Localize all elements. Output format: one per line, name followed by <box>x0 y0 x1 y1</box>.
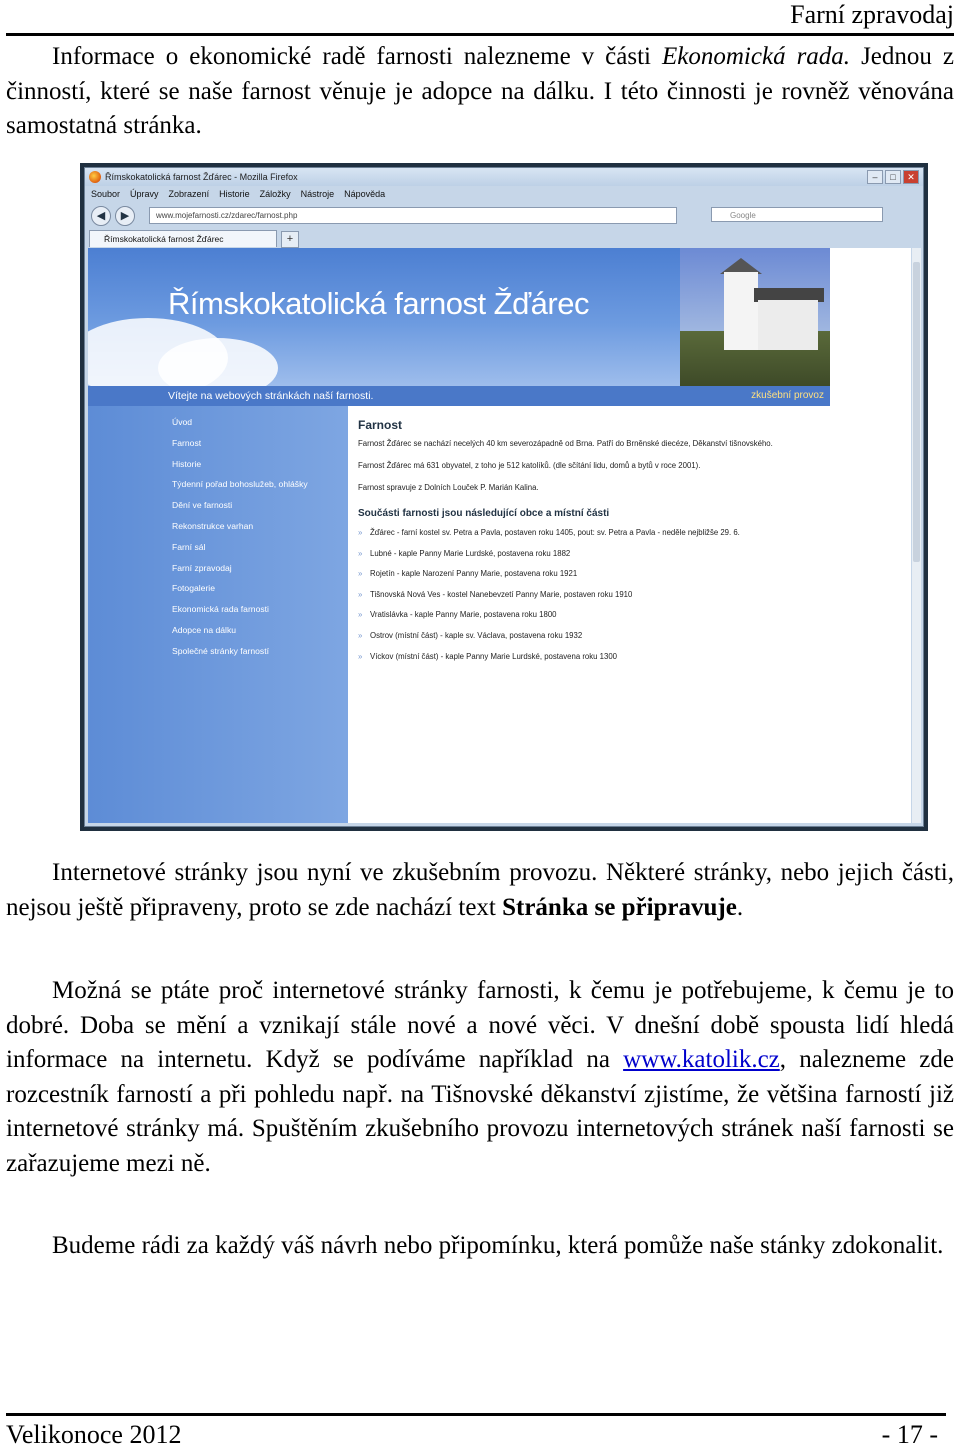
village-item[interactable]: » Víckov (místní část) - kaple Panny Marie Lurdské, postavena roku 1300 <box>358 647 824 668</box>
intro-paragraph <box>6 40 954 144</box>
menu-bar <box>85 186 923 202</box>
intro-text: Informace o ekonomické radě farnosti nalezneme v části <box>52 43 663 70</box>
menu-upravy[interactable]: Úpravy <box>130 189 159 199</box>
nav-ekonomicka-rada[interactable]: Ekonomická rada farnosti <box>172 604 269 615</box>
nav-farni-sal[interactable]: Farní sál <box>172 541 206 552</box>
firefox-icon <box>89 171 101 183</box>
katolik-link[interactable]: www.katolik.cz <box>623 1046 780 1073</box>
window-titlebar <box>85 168 923 186</box>
scroll-thumb[interactable] <box>913 262 920 562</box>
header-rule <box>6 33 954 36</box>
forward-icon[interactable]: ▶ <box>115 206 135 226</box>
nav-deni[interactable]: Dění ve farnosti <box>172 500 233 511</box>
intro-rest: Jednou z činností, které se naše farnost věnuje je adopce na dálku. I této činnosti je rovněž věnována samostatná stránka. <box>6 43 954 139</box>
footer-rule <box>6 1413 946 1416</box>
page-scrollbar[interactable] <box>912 248 921 823</box>
why-paragraph <box>6 974 954 1181</box>
nav-fotogalerie[interactable]: Fotogalerie <box>172 583 215 594</box>
why-text-end: , nalezneme zde rozcestník farností a při pohledu např. na Tišnovské děkanství zjistíme, že většina farností již internetové stránky má. Spuštěním zkušebního provozu internetových stránek naší farnosti se zařazujeme mezi ně. <box>6 1046 954 1177</box>
back-icon[interactable]: ◀ <box>91 206 111 226</box>
trial-paragraph: Internetové stránky jsou nyní ve zkušebním provozu. Některé stránky, nebo jejich části, nejsou ještě připraveny, proto se zde nachází text Stránka se připravuje. <box>6 859 954 921</box>
welcome-bar <box>88 386 830 406</box>
welcome-text: Vítejte na webových stránkách naší farnosti. <box>168 390 374 402</box>
menu-historie[interactable]: Historie <box>219 189 250 199</box>
closing-paragraph <box>6 1229 954 1264</box>
nav-farnost[interactable]: Farnost <box>172 437 202 448</box>
web-page <box>88 248 911 823</box>
window-title: Římskokatolická farnost Žďárec - Mozilla Firefox <box>105 172 298 182</box>
menu-napoveda[interactable]: Nápověda <box>344 189 386 199</box>
new-tab-icon[interactable]: + <box>281 231 299 248</box>
url-bar[interactable]: www.mojefarnosti.cz/zdarec/farnost.php <box>149 207 677 224</box>
nav-uvod[interactable]: Úvod <box>172 417 193 427</box>
church-photo <box>680 248 830 386</box>
nav-bohosluzby[interactable]: Týdenní pořad bohoslužeb, ohlášky <box>172 479 308 490</box>
trial-text: Internetové stránky jsou nyní ve zkušebním provozu. Některé stránky, nebo jejich části, nejsou ještě připraveny, proto se zde nachází text <box>6 859 954 921</box>
village-item[interactable]: » Rojetín - kaple Narození Panny Marie, postavena roku 1921 <box>358 564 824 585</box>
content-paragraph: Farnost spravuje z Dolních Louček P. Marián Kalina. <box>358 483 539 492</box>
close-icon[interactable]: ✕ <box>903 170 919 184</box>
village-item[interactable]: » Lubné - kaple Panny Marie Lurdské, postavena roku 1882 <box>358 544 824 565</box>
village-item[interactable]: » Tišnovská Nová Ves - kostel Nanebevzetí Panny Marie, postaven roku 1910 <box>358 585 824 606</box>
menu-nastroje[interactable]: Nástroje <box>300 189 335 199</box>
search-input[interactable]: Google <box>711 207 883 222</box>
content-paragraph: Farnost Žďárec se nachází necelých 40 km severozápadně od Brna. Patří do Brněnské diecéze, Děkanství tišnovského. <box>358 439 773 448</box>
nav-zpravodaj[interactable]: Farní zpravodaj <box>172 562 232 573</box>
header-title: Farní zpravodaj <box>790 0 954 29</box>
content-subheading: Součásti farnosti jsou následující obce a místní části <box>358 508 610 519</box>
page-number: - 17 - <box>881 1420 938 1449</box>
nav-spolecne[interactable]: Společné stránky farností <box>172 645 269 656</box>
browser-screenshot <box>80 163 928 831</box>
trial-bold: Stránka se připravuje <box>502 893 737 921</box>
minimize-icon[interactable]: – <box>867 170 883 184</box>
content-paragraph: Farnost Žďárec má 631 obyvatel, z toho je 512 katolíků. (dle sčítání lidu, domů a bytů v roce 2001). <box>358 461 701 470</box>
intro-italic: Ekonomická rada. <box>662 43 851 70</box>
village-item[interactable]: » Žďárec - farní kostel sv. Petra a Pavla, postaven roku 1405, pout: sv. Petra a Pavla - neděle nejbližše 29. 6. <box>358 523 824 544</box>
browser-window <box>84 167 924 827</box>
content-heading: Farnost <box>358 418 403 432</box>
menu-soubor[interactable]: Soubor <box>91 189 121 199</box>
site-sidebar <box>88 406 348 823</box>
site-title: Římskokatolická farnost Žďárec <box>168 286 589 321</box>
maximize-icon[interactable]: □ <box>885 170 901 184</box>
village-item[interactable]: » Vratislávka - kaple Panny Marie, postavena roku 1800 <box>358 605 824 626</box>
menu-zalozky[interactable]: Záložky <box>259 189 291 199</box>
tab-bar <box>85 228 923 248</box>
cloud-decoration <box>158 338 278 386</box>
navigation-bar <box>85 202 923 228</box>
nav-adopce[interactable]: Adopce na dálku <box>172 624 237 635</box>
why-text: Možná se ptáte proč internetové stránky farnosti, k čemu je potřebujeme, k čemu je to dobré. Doba se mění a vznikají stále nové a nové věci. V dnešní době spousta lidí hledá informace na internetu. Když se podíváme například na <box>6 977 954 1073</box>
nav-historie[interactable]: Historie <box>172 458 202 469</box>
trial-label: zkušební provoz <box>751 390 824 401</box>
nav-rekonstrukce[interactable]: Rekonstrukce varhan <box>172 520 254 531</box>
site-banner <box>88 248 830 386</box>
closing-text: Budeme rádi za každý váš návrh nebo připomínku, která pomůže naše stánky zdokonalit. <box>52 1232 944 1259</box>
tab-active[interactable]: Římskokatolická farnost Žďárec <box>89 230 277 247</box>
footer-issue: Velikonoce 2012 <box>6 1420 182 1449</box>
village-item[interactable]: » Ostrov (místní část) - kaple sv. Václava, postavena roku 1932 <box>358 626 824 647</box>
site-content <box>352 406 830 823</box>
menu-zobrazeni[interactable]: Zobrazení <box>168 189 210 199</box>
